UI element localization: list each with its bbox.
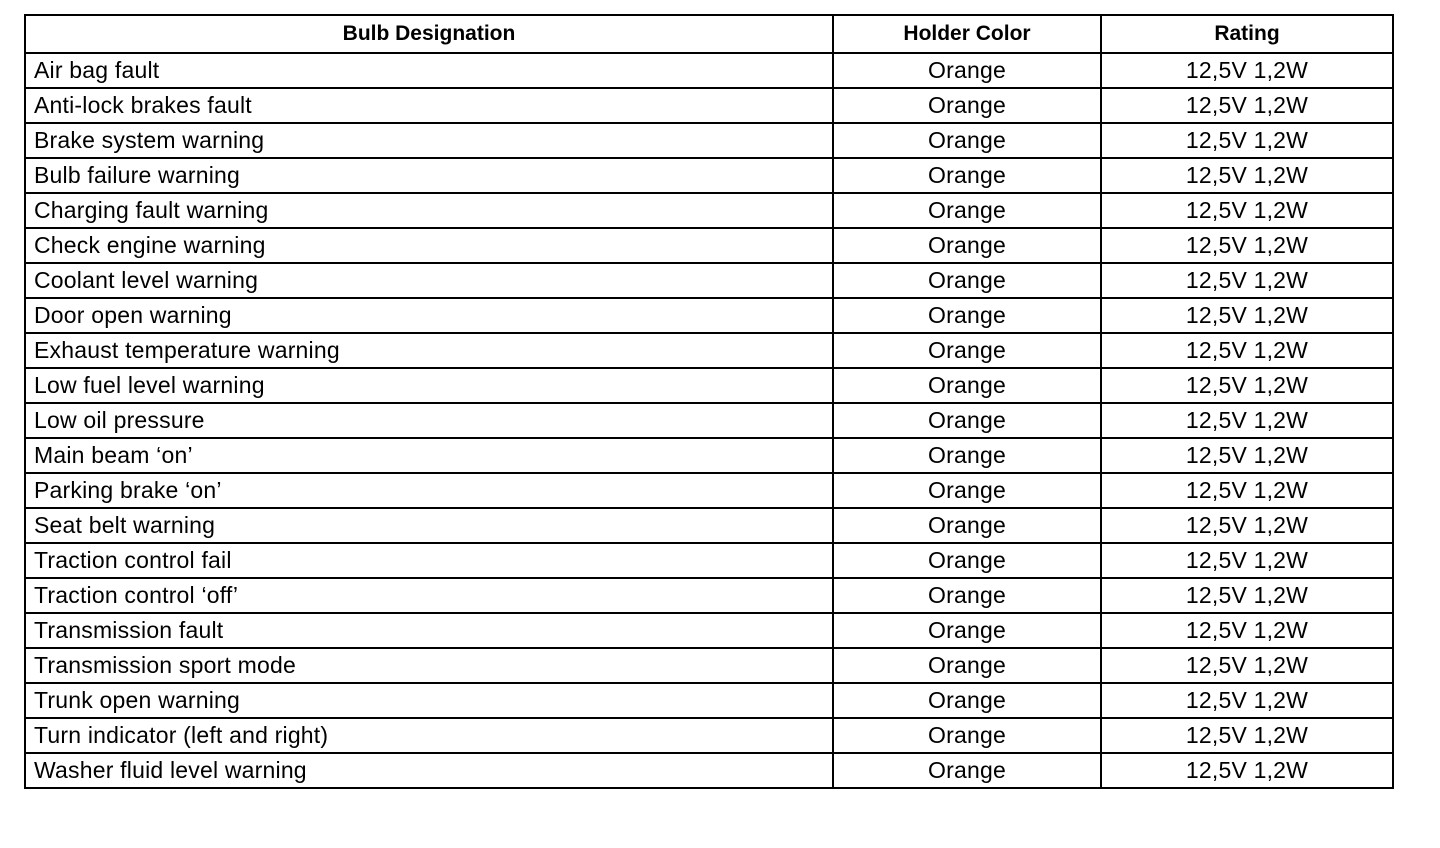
cell-holder-color: Orange bbox=[833, 368, 1101, 403]
table-row bbox=[25, 193, 1393, 228]
cell-holder-color: Orange bbox=[833, 578, 1101, 613]
table-row bbox=[25, 438, 1393, 473]
cell-holder-color: Orange bbox=[833, 123, 1101, 158]
cell-holder-color: Orange bbox=[833, 438, 1101, 473]
cell-holder-color: Orange bbox=[833, 718, 1101, 753]
cell-rating: 12,5V 1,2W bbox=[1101, 88, 1393, 123]
cell-holder-color: Orange bbox=[833, 53, 1101, 88]
cell-holder-color: Orange bbox=[833, 613, 1101, 648]
cell-bulb-designation: Washer fluid level warning bbox=[25, 753, 833, 788]
cell-bulb-designation: Check engine warning bbox=[25, 228, 833, 263]
cell-bulb-designation: Exhaust temperature warning bbox=[25, 333, 833, 368]
cell-rating: 12,5V 1,2W bbox=[1101, 403, 1393, 438]
cell-bulb-designation: Traction control fail bbox=[25, 543, 833, 578]
cell-holder-color: Orange bbox=[833, 543, 1101, 578]
cell-bulb-designation: Door open warning bbox=[25, 298, 833, 333]
table-row bbox=[25, 403, 1393, 438]
cell-bulb-designation: Traction control ‘off’ bbox=[25, 578, 833, 613]
cell-bulb-designation: Parking brake ‘on’ bbox=[25, 473, 833, 508]
cell-rating: 12,5V 1,2W bbox=[1101, 473, 1393, 508]
table-row bbox=[25, 123, 1393, 158]
bulb-table-sheet bbox=[24, 14, 1392, 789]
cell-holder-color: Orange bbox=[833, 683, 1101, 718]
table-body bbox=[25, 53, 1393, 788]
cell-bulb-designation: Trunk open warning bbox=[25, 683, 833, 718]
cell-rating: 12,5V 1,2W bbox=[1101, 718, 1393, 753]
cell-rating: 12,5V 1,2W bbox=[1101, 368, 1393, 403]
cell-bulb-designation: Air bag fault bbox=[25, 53, 833, 88]
table-row bbox=[25, 578, 1393, 613]
table-row bbox=[25, 648, 1393, 683]
table-row bbox=[25, 88, 1393, 123]
cell-holder-color: Orange bbox=[833, 228, 1101, 263]
cell-bulb-designation: Brake system warning bbox=[25, 123, 833, 158]
cell-holder-color: Orange bbox=[833, 263, 1101, 298]
cell-holder-color: Orange bbox=[833, 158, 1101, 193]
table-row bbox=[25, 333, 1393, 368]
table-row bbox=[25, 228, 1393, 263]
cell-bulb-designation: Low oil pressure bbox=[25, 403, 833, 438]
cell-holder-color: Orange bbox=[833, 648, 1101, 683]
cell-bulb-designation: Turn indicator (left and right) bbox=[25, 718, 833, 753]
cell-bulb-designation: Low fuel level warning bbox=[25, 368, 833, 403]
cell-rating: 12,5V 1,2W bbox=[1101, 753, 1393, 788]
cell-holder-color: Orange bbox=[833, 193, 1101, 228]
cell-bulb-designation: Coolant level warning bbox=[25, 263, 833, 298]
cell-holder-color: Orange bbox=[833, 333, 1101, 368]
cell-bulb-designation: Main beam ‘on’ bbox=[25, 438, 833, 473]
cell-rating: 12,5V 1,2W bbox=[1101, 578, 1393, 613]
cell-rating: 12,5V 1,2W bbox=[1101, 298, 1393, 333]
table-row bbox=[25, 473, 1393, 508]
cell-rating: 12,5V 1,2W bbox=[1101, 543, 1393, 578]
table-row bbox=[25, 263, 1393, 298]
cell-bulb-designation: Charging fault warning bbox=[25, 193, 833, 228]
table-row bbox=[25, 718, 1393, 753]
table-row bbox=[25, 683, 1393, 718]
cell-holder-color: Orange bbox=[833, 473, 1101, 508]
cell-holder-color: Orange bbox=[833, 298, 1101, 333]
cell-holder-color: Orange bbox=[833, 753, 1101, 788]
header-row bbox=[25, 15, 1393, 53]
table-row bbox=[25, 508, 1393, 543]
cell-bulb-designation: Anti-lock brakes fault bbox=[25, 88, 833, 123]
cell-rating: 12,5V 1,2W bbox=[1101, 53, 1393, 88]
header-bulb-designation: Bulb Designation bbox=[25, 15, 833, 53]
header-holder-color: Holder Color bbox=[833, 15, 1101, 53]
cell-rating: 12,5V 1,2W bbox=[1101, 228, 1393, 263]
cell-bulb-designation: Seat belt warning bbox=[25, 508, 833, 543]
cell-rating: 12,5V 1,2W bbox=[1101, 333, 1393, 368]
cell-bulb-designation: Transmission fault bbox=[25, 613, 833, 648]
cell-holder-color: Orange bbox=[833, 403, 1101, 438]
table-header bbox=[25, 15, 1393, 53]
cell-rating: 12,5V 1,2W bbox=[1101, 613, 1393, 648]
cell-rating: 12,5V 1,2W bbox=[1101, 193, 1393, 228]
table-row bbox=[25, 368, 1393, 403]
cell-rating: 12,5V 1,2W bbox=[1101, 263, 1393, 298]
cell-bulb-designation: Transmission sport mode bbox=[25, 648, 833, 683]
cell-holder-color: Orange bbox=[833, 88, 1101, 123]
cell-holder-color: Orange bbox=[833, 508, 1101, 543]
cell-rating: 12,5V 1,2W bbox=[1101, 438, 1393, 473]
cell-rating: 12,5V 1,2W bbox=[1101, 158, 1393, 193]
table-row bbox=[25, 298, 1393, 333]
table-row bbox=[25, 543, 1393, 578]
cell-rating: 12,5V 1,2W bbox=[1101, 123, 1393, 158]
cell-rating: 12,5V 1,2W bbox=[1101, 508, 1393, 543]
table-row bbox=[25, 613, 1393, 648]
table-row bbox=[25, 53, 1393, 88]
cell-rating: 12,5V 1,2W bbox=[1101, 648, 1393, 683]
header-rating: Rating bbox=[1101, 15, 1393, 53]
table-row bbox=[25, 753, 1393, 788]
cell-rating: 12,5V 1,2W bbox=[1101, 683, 1393, 718]
table-row bbox=[25, 158, 1393, 193]
bulb-table bbox=[24, 14, 1394, 789]
cell-bulb-designation: Bulb failure warning bbox=[25, 158, 833, 193]
